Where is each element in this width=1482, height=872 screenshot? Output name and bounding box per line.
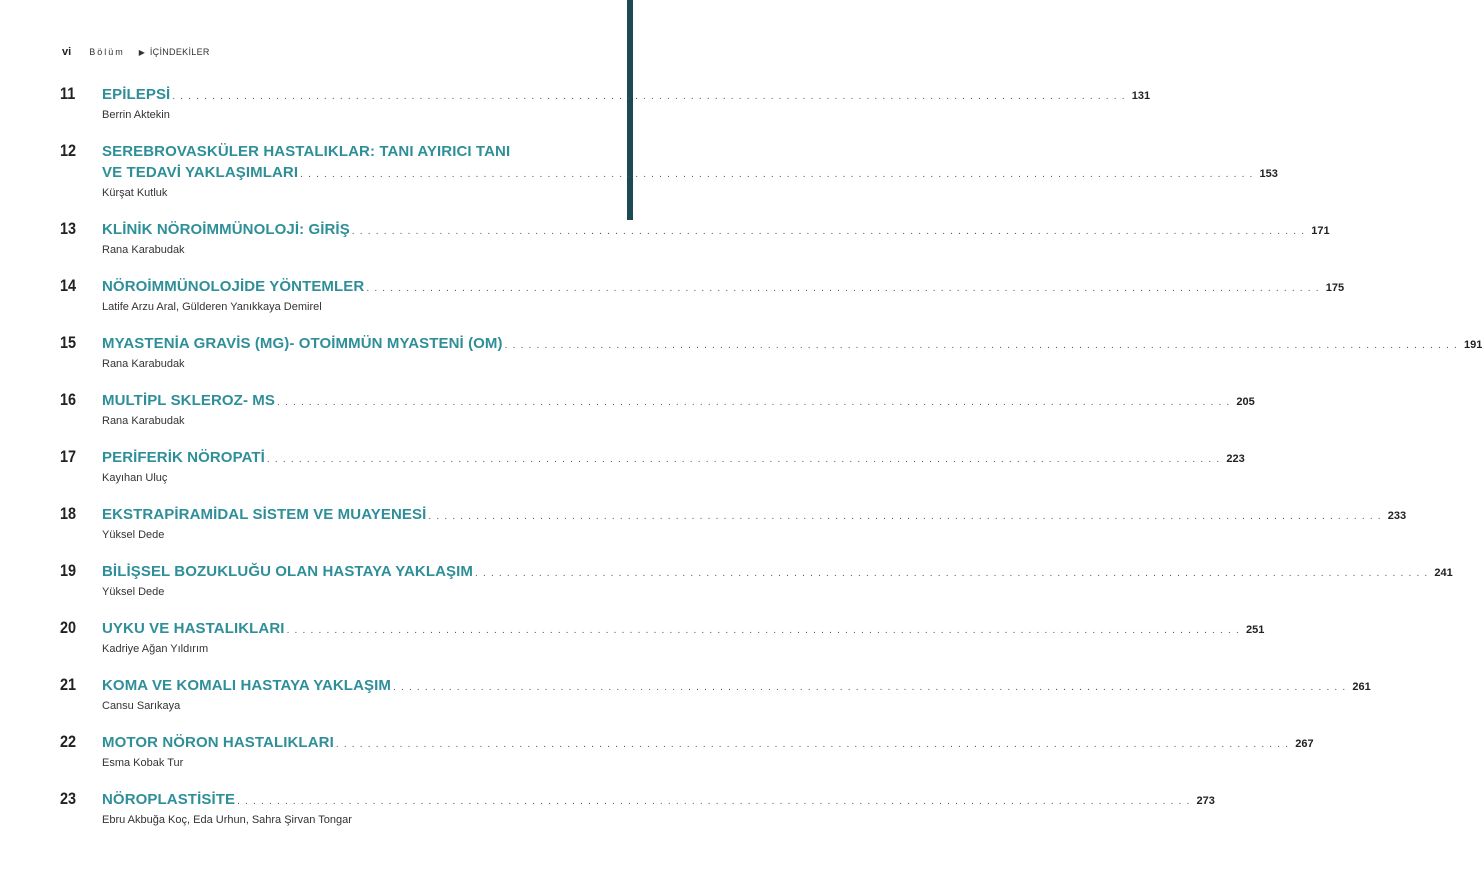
chapter-number: 11 — [60, 84, 76, 103]
chapter-author: Esma Kobak Tur — [102, 757, 184, 769]
chapter-title[interactable]: EKSTRAPİRAMİDAL SİSTEM VE MUAYENESİ — [102, 506, 427, 523]
dot-leader: ........................................................................................................................ — [172, 91, 1130, 102]
chapter-author: Kadriye Ağan Yıldırım — [102, 643, 209, 655]
chapter-title[interactable]: VE TEDAVİ YAKLAŞIMLARI — [102, 164, 299, 181]
page-number: 273 — [1196, 795, 1215, 807]
toc-entry-17[interactable] — [60, 447, 1245, 486]
chapter-author: Kayıhan Uluç — [102, 472, 168, 484]
chapter-author: Kürşat Kutluk — [102, 187, 168, 199]
toc-entry-23[interactable] — [60, 789, 1215, 828]
dot-leader: ........................................................................................................................ — [277, 397, 1235, 408]
chapter-author: Yüksel Dede — [102, 529, 165, 541]
page-number: 267 — [1295, 738, 1314, 750]
chapter-number: 20 — [60, 618, 77, 637]
toc-entry-15[interactable] — [60, 333, 1482, 372]
chapter-title[interactable]: UYKU VE HASTALIKLARI — [102, 620, 285, 637]
page-number: 241 — [1434, 567, 1453, 579]
dot-leader: ........................................................................................................................ — [237, 796, 1195, 807]
toc-entry-22[interactable] — [60, 732, 1314, 771]
toc-entry-16[interactable] — [60, 390, 1255, 429]
chapter-author: Rana Karabudak — [102, 415, 185, 427]
dot-leader: ........................................................................................................................ — [351, 226, 1310, 237]
page-number: 175 — [1325, 282, 1345, 294]
toc-entry-11[interactable] — [60, 84, 1151, 123]
page-number: 233 — [1387, 510, 1407, 522]
toc-entry-13[interactable] — [60, 219, 1330, 258]
chapter-author: Ebru Akbuğa Koç, Eda Urhun, Sahra Şirvan Tongar — [102, 814, 352, 826]
chapter-author: Latife Arzu Aral, Gülderen Yanıkkaya Demirel — [102, 301, 322, 313]
dot-leader: ........................................................................................................................ — [266, 454, 1225, 465]
chapter-title[interactable]: NÖROPLASTİSİTE — [102, 791, 236, 808]
chapter-number: 19 — [60, 561, 77, 580]
page-edge-bar — [627, 0, 633, 220]
dot-leader: ........................................................................................................................ — [504, 340, 1463, 351]
chapter-number: 22 — [60, 732, 77, 751]
table-of-contents — [60, 84, 1482, 846]
page-number: 171 — [1311, 225, 1330, 237]
chapter-number: 14 — [60, 276, 77, 295]
page-number: 251 — [1245, 624, 1265, 636]
dot-leader: ........................................................................................................................ — [428, 511, 1386, 522]
toc-entry-14[interactable] — [60, 276, 1345, 315]
header-chapter-label: Bölüm — [89, 47, 125, 57]
chapter-number: 21 — [60, 675, 77, 694]
chapter-author: Cansu Sarıkaya — [102, 700, 181, 712]
chapter-title-line1[interactable]: SEREBROVASKÜLER HASTALIKLAR: TANI AYIRICI TANI — [102, 143, 511, 160]
chapter-title[interactable]: NÖROİMMÜNOLOJİDE YÖNTEMLER — [102, 278, 365, 295]
header-page-number: vi — [62, 46, 72, 58]
chapter-number: 18 — [60, 504, 77, 523]
chapter-number: 13 — [60, 219, 77, 238]
page-number: 261 — [1352, 681, 1371, 693]
chapter-title[interactable]: BİLİŞSEL BOZUKLUĞU OLAN HASTAYA YAKLAŞIM — [102, 563, 473, 580]
dot-leader: ........................................................................................................................ — [286, 625, 1244, 636]
chapter-number: 15 — [60, 333, 77, 352]
dot-leader: ........................................................................................................................ — [335, 739, 1294, 750]
toc-entry-20[interactable] — [60, 618, 1265, 657]
page-number: 153 — [1259, 168, 1278, 180]
chapter-title[interactable]: MOTOR NÖRON HASTALIKLARI — [102, 734, 334, 751]
dot-leader: ........................................................................................................................ — [392, 682, 1351, 693]
chapter-number: 17 — [60, 447, 77, 466]
page-number: 131 — [1131, 90, 1151, 102]
toc-entry-18[interactable] — [60, 504, 1407, 543]
page-number: 223 — [1226, 453, 1245, 465]
chapter-number: 23 — [60, 789, 77, 808]
toc-entry-19[interactable] — [60, 561, 1453, 600]
chapter-title[interactable]: KLİNİK NÖROİMMÜNOLOJİ: GİRİŞ — [102, 221, 350, 238]
toc-entry-12[interactable] — [60, 141, 1278, 201]
chapter-title[interactable]: PERİFERİK NÖROPATİ — [102, 449, 265, 466]
chapter-author: Berrin Aktekin — [102, 109, 170, 121]
chapter-number: 12 — [60, 141, 77, 160]
page-number: 191 — [1464, 339, 1482, 351]
chapter-author: Rana Karabudak — [102, 358, 185, 370]
chapter-author: Rana Karabudak — [102, 244, 185, 256]
chapter-title[interactable]: MYASTENİA GRAVİS (MG)- OTOİMMÜN MYASTENİ (OM) — [102, 335, 503, 352]
toc-entry-21[interactable] — [60, 675, 1371, 714]
page-number: 205 — [1236, 396, 1255, 408]
chapter-title[interactable]: EPİLEPSİ — [102, 86, 171, 103]
chapter-number: 16 — [60, 390, 77, 409]
dot-leader: ........................................................................................................................ — [475, 568, 1433, 579]
chapter-author: Yüksel Dede — [102, 586, 165, 598]
header-section-title: İÇİNDEKİLER — [149, 47, 210, 57]
dot-leader: ........................................................................................................................ — [300, 169, 1258, 180]
triangle-right-icon: ▶ — [138, 47, 145, 57]
dot-leader: ........................................................................................................................ — [366, 283, 1324, 294]
chapter-title[interactable]: KOMA VE KOMALI HASTAYA YAKLAŞIM — [102, 677, 391, 694]
chapter-title[interactable]: MULTİPL SKLEROZ- MS — [102, 392, 276, 409]
running-header — [62, 46, 210, 58]
